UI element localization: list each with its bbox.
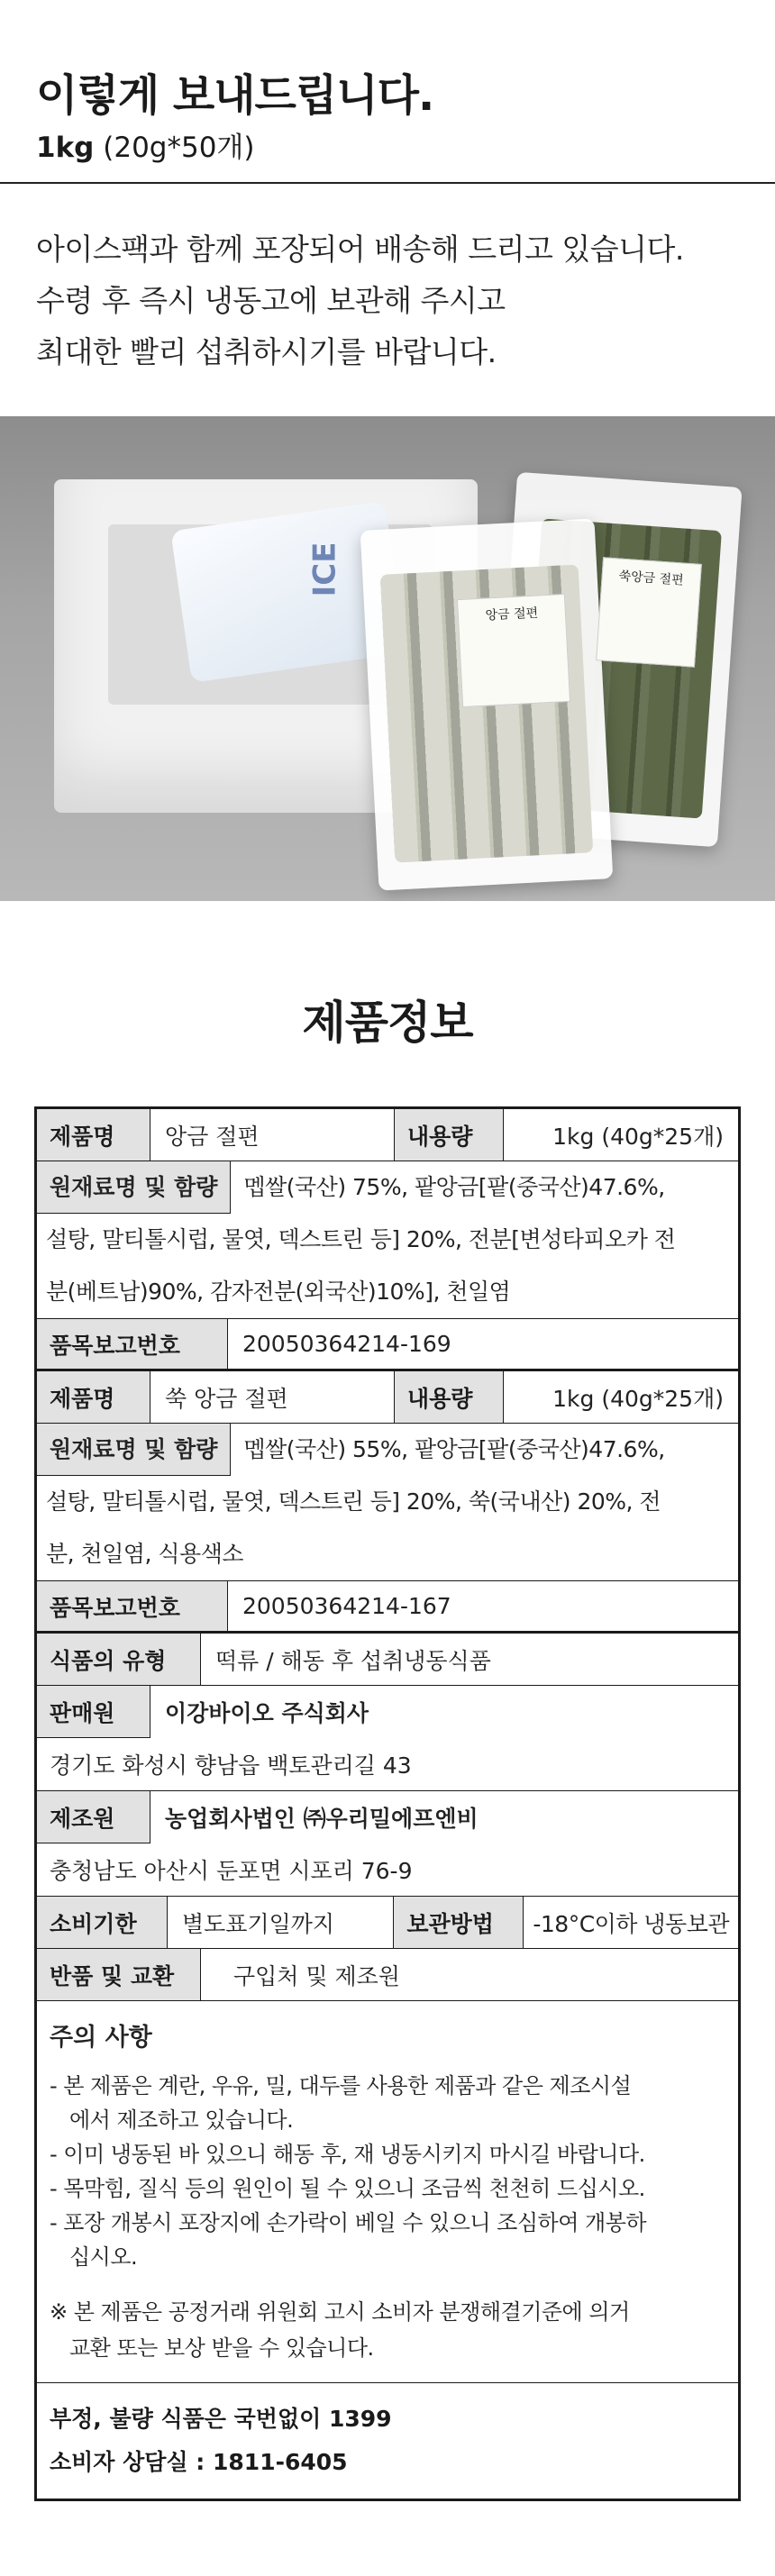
- food-type-value: 떡류 / 해동 후 섭취냉동식품: [215, 1647, 491, 1674]
- ingredients-block: [37, 1424, 738, 1580]
- ingredients-label: 원재료명 및 함량: [37, 1161, 231, 1214]
- table-row: [37, 1319, 738, 1371]
- expiry-label: 소비기한: [37, 1897, 168, 1948]
- product-label-plain: 앙금 절편: [457, 594, 570, 707]
- amount-value: 1kg (40g*25개): [552, 1123, 724, 1150]
- ingredients-line: 설탕, 말티톨시럽, 물엿, 덱스트린 등] 20%, 전분[변성타피오카 전: [46, 1226, 676, 1252]
- description-line: 최대한 빨리 섭취하시기를 바랍니다.: [36, 333, 497, 369]
- package-size: [36, 130, 739, 166]
- caution-item: 십시오.: [69, 2244, 138, 2270]
- product-label-mugwort: 쑥앙금 절편: [596, 557, 702, 667]
- disclaimer-line: 교환 또는 보상 받을 수 있습니다.: [69, 2335, 374, 2361]
- product-name-label: 제품명: [37, 1109, 150, 1161]
- shipping-title: 이렇게 보내드립니다.: [36, 70, 434, 121]
- ingredients-line: 멥쌀(국산) 55%, 팥앙금[팥(중국산)47.6%,: [243, 1436, 665, 1462]
- amount-label: 내용량: [394, 1109, 504, 1161]
- storage-value: -18°C이하 냉동보관: [533, 1910, 729, 1937]
- table-row: [37, 1738, 738, 1791]
- food-type-label: 식품의 유형: [37, 1634, 201, 1685]
- report-number-value: 20050364214-169: [242, 1331, 451, 1357]
- shipping-header: [0, 0, 775, 166]
- ingredients-line: 분, 천일염, 식용색소: [46, 1541, 243, 1567]
- package-weight: 1kg: [36, 131, 95, 164]
- package-photo: [0, 416, 775, 901]
- bad-food-report: 부정, 불량 식품은 국번없이 1399: [50, 2406, 392, 2432]
- description-line: 아이스팩과 함께 포장되어 배송해 드리고 있습니다.: [36, 231, 684, 267]
- amount-value: 1kg (40g*25개): [552, 1385, 724, 1412]
- disclaimer-line: ※ 본 제품은 공정거래 위원회 고시 소비자 분쟁해결기준에 의거: [50, 2299, 630, 2325]
- table-row: [37, 1686, 738, 1738]
- caution-item: - 본 제품은 계란, 우유, 밀, 대두를 사용한 제품과 같은 제조시설: [50, 2073, 632, 2098]
- table-row: [37, 1791, 738, 1843]
- ingredients-line: 설탕, 말티톨시럽, 물엿, 덱스트린 등] 20%, 쑥(국내산) 20%, 전: [46, 1488, 661, 1515]
- ingredients-line: 멥쌀(국산) 75%, 팥앙금[팥(중국산)47.6%,: [243, 1174, 665, 1200]
- report-number-value: 20050364214-167: [242, 1593, 451, 1619]
- product-name-value: 쑥 앙금 절편: [165, 1385, 288, 1412]
- seller-label: 판매원: [37, 1686, 150, 1738]
- section-title: 제품정보: [302, 997, 473, 1049]
- product-name-label: 제품명: [37, 1371, 150, 1423]
- ingredients-line: 분(베트남)90%, 감자전분(외국산)10%], 천일염: [46, 1279, 511, 1305]
- manufacturer-label: 제조원: [37, 1791, 150, 1843]
- storage-label: 보관방법: [393, 1897, 524, 1948]
- caution-item: - 목막힘, 질식 등의 원인이 될 수 있으니 조금씩 천천히 드십시오.: [50, 2176, 645, 2201]
- product-name-value: 앙금 절편: [165, 1123, 260, 1150]
- table-row: [37, 2383, 738, 2499]
- consumer-center: 소비자 상담실 : 1811-6405: [50, 2449, 348, 2475]
- expiry-value: 별도표기일까지: [182, 1910, 335, 1937]
- caution-item: - 포장 개봉시 포장지에 손가락이 베일 수 있으니 조심하여 개봉하: [50, 2210, 647, 2235]
- report-number-label: 품목보고번호: [37, 1581, 228, 1631]
- caution-list: [50, 2069, 646, 2274]
- seller-address: 경기도 화성시 향남읍 백토관리길 43: [50, 1752, 412, 1779]
- table-row: [37, 1581, 738, 1634]
- caution-item: 에서 제조하고 있습니다.: [69, 2107, 294, 2133]
- table-row: [37, 1897, 738, 1949]
- report-number-label: 품목보고번호: [37, 1319, 228, 1369]
- amount-label: 내용량: [394, 1371, 504, 1423]
- table-row: [37, 1424, 738, 1581]
- manufacturer-address: 충청남도 아산시 둔포면 시포리 76-9: [50, 1858, 413, 1884]
- table-row: [37, 1634, 738, 1686]
- seller-value: 이강바이오 주식회사: [165, 1700, 369, 1726]
- table-row: [37, 1371, 738, 1424]
- ingredients-block: [37, 1161, 738, 1318]
- disclaimer: [50, 2294, 646, 2366]
- contact-info: [37, 2383, 405, 2499]
- table-row: [37, 1843, 738, 1897]
- table-row: [37, 2001, 738, 2383]
- exchange-value: 구입처 및 제조원: [233, 1962, 400, 1989]
- table-row: [37, 1949, 738, 2001]
- caution-title: 주의 사항: [50, 2024, 152, 2052]
- ice-pack-text: ICE: [306, 542, 343, 597]
- table-row: [37, 1161, 738, 1319]
- manufacturer-value: 농업회사법인 ㈜우리밀에프엔비: [165, 1806, 479, 1832]
- description-line: 수령 후 즉시 냉동고에 보관해 주시고: [36, 282, 506, 318]
- caution-notes: [37, 2001, 659, 2382]
- product-info-table: [34, 1106, 741, 2501]
- caution-item: - 이미 냉동된 바 있으니 해동 후, 재 냉동시키지 마시길 바랍니다.: [50, 2142, 645, 2167]
- ingredients-label: 원재료명 및 함량: [37, 1424, 231, 1476]
- exchange-label: 반품 및 교환: [37, 1949, 201, 2000]
- table-row: [37, 1109, 738, 1161]
- shipping-description: [0, 184, 775, 378]
- package-count: (20g*50개): [103, 131, 255, 164]
